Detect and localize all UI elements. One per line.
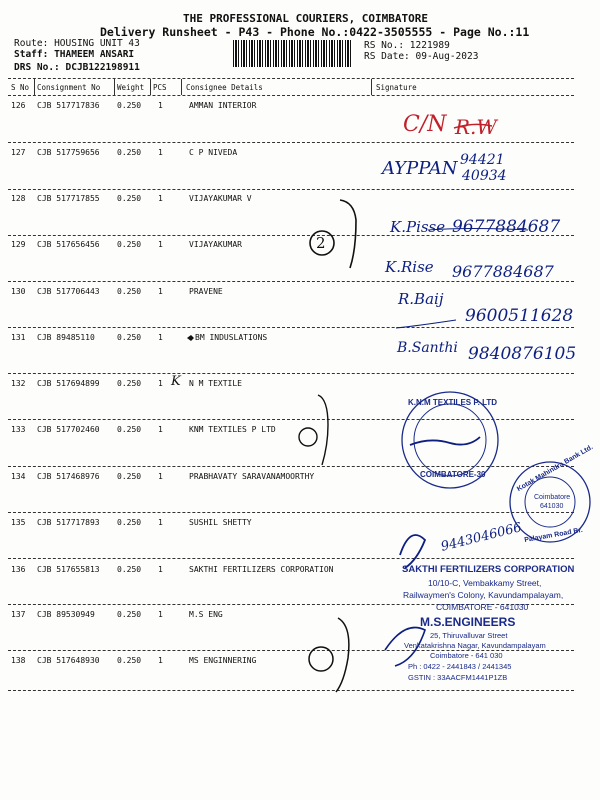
stamp-ms-addr: Venkatakrishna Nagar, Kavundampalayam — [404, 641, 546, 650]
row-pcs: 1 — [158, 194, 163, 203]
row-sno: 138 — [11, 656, 26, 665]
phone-handwritten: 9677884687 — [452, 217, 561, 237]
rs-no-value: 1221989 — [409, 40, 450, 51]
row-sno: 126 — [11, 101, 26, 110]
row-weight: 0.250 — [117, 656, 142, 665]
runsheet-title: Delivery Runsheet - P43 - Phone No.:0422-3505555 - Page No.:11 — [100, 25, 530, 39]
row-sno: 136 — [11, 565, 26, 574]
stamp-bank-name: Kotak Mahindra Bank Ltd. — [516, 443, 595, 494]
row-sno: 134 — [11, 472, 26, 481]
stamp-ms-gstin: GSTIN : 33AACFM1441P1ZB — [408, 673, 508, 682]
row-consignee: SAKTHI FERTILIZERS CORPORATION — [189, 565, 334, 574]
row-consignment: CJB 517655813 — [37, 565, 100, 574]
col-header-pcs: PCS — [153, 83, 167, 92]
row-sno: 129 — [11, 240, 26, 249]
col-header-consignee: Consignee Details — [186, 83, 263, 92]
row-pcs: 1 — [158, 610, 163, 619]
row-sno: 130 — [11, 287, 26, 296]
row-weight: 0.250 — [117, 240, 142, 249]
row-weight: 0.250 — [117, 194, 142, 203]
row-consignee: VIJAYAKUMAR — [189, 240, 242, 249]
row-weight: 0.250 — [117, 101, 142, 110]
stamp-ms-name: M.S.ENGINEERS — [420, 615, 516, 629]
signature-rbaij: R.Baij — [398, 290, 444, 308]
handwritten-cn: C/N — [403, 112, 447, 137]
row-consignment: CJB 517717836 — [37, 101, 100, 110]
phone-handwritten: 94421 — [460, 152, 505, 168]
row-consignment: CJB 517706443 — [37, 287, 100, 296]
row-sno: 135 — [11, 518, 26, 527]
row-consignee: BM INDUSLATIONS — [195, 333, 268, 342]
row-consignment: CJB 517759656 — [37, 148, 100, 157]
row-consignee: PRABHAVATY SARAVANAMOORTHY — [189, 472, 315, 481]
row-pcs: 1 — [158, 333, 163, 342]
row-pcs: 1 — [158, 287, 163, 296]
phone-handwritten: 9840876105 — [468, 344, 577, 364]
stamp-ms-addr: 25, Thiruvalluvar Street — [430, 631, 508, 640]
signature-ayppan: AYPPAN — [382, 158, 458, 179]
signature-bsanthi: B.Santhi — [397, 340, 458, 356]
row-weight: 0.250 — [117, 565, 142, 574]
stamp-bank-road: Palayam Road Br. — [523, 526, 584, 545]
row-consignment: CJB 517468976 — [37, 472, 100, 481]
row-consignment: CJB 517694899 — [37, 379, 100, 388]
drs-value: DCJB122198911 — [65, 62, 140, 73]
phone-handwritten: 9677884687 — [452, 262, 554, 281]
row-weight: 0.250 — [117, 148, 142, 157]
stamp-sakthi-addr: 10/10-C, Vembakkamy Street, — [428, 578, 542, 588]
rs-date-value: 09-Aug-2023 — [415, 51, 479, 62]
row-weight: 0.250 — [117, 425, 142, 434]
col-header-weight: Weight — [117, 83, 145, 92]
row-pcs: 1 — [158, 565, 163, 574]
row-pcs: 1 — [158, 425, 163, 434]
row-consignment: CJB 89530949 — [37, 610, 95, 619]
phone-handwritten: 40934 — [462, 168, 507, 184]
row-sno: 131 — [11, 333, 26, 342]
row-consignment: CJB 517656456 — [37, 240, 100, 249]
stamp-ms-phone: Ph : 0422 - 2441843 / 2441345 — [408, 662, 512, 671]
row-sno: 127 — [11, 148, 26, 157]
count-circle-text: 2 — [316, 234, 326, 252]
handwritten-rw: R.W — [455, 115, 497, 139]
row-consignee: KNM TEXTILES P LTD — [189, 425, 276, 434]
col-header-consignment: Consignment No — [37, 83, 101, 92]
stamp-bank-city: Coimbatore — [534, 494, 571, 501]
row-sno: 128 — [11, 194, 26, 203]
phone-handwritten: 9443046066 — [439, 520, 524, 555]
stamp-sakthi-name: SAKTHI FERTILIZERS CORPORATION — [402, 564, 575, 575]
handwritten-k-mark: K — [171, 374, 181, 389]
row-consignee: C P NIVEDA — [189, 148, 238, 157]
stamp-sakthi-addr: Railwaymen's Colony, Kavundampalayam, — [403, 590, 564, 600]
row-weight: 0.250 — [117, 472, 142, 481]
row-weight: 0.250 — [117, 610, 142, 619]
col-header-sno: S No — [11, 83, 30, 92]
stamp-sakthi-addr: COIMBATORE - 641030 — [436, 602, 529, 612]
row-pcs: 1 — [158, 148, 163, 157]
route-label: Route: — [14, 38, 49, 49]
row-pcs: 1 — [158, 656, 163, 665]
rs-date-label: RS Date: — [364, 51, 410, 62]
row-consignment: CJB 517717893 — [37, 518, 100, 527]
stamp-knm-city: COIMBATORE-30 — [420, 470, 486, 479]
signature-kpisse: K.Pisse — [390, 218, 446, 236]
row-weight: 0.250 — [117, 379, 142, 388]
row-consignee: AMMAN INTERIOR — [189, 101, 257, 110]
row-consignee: SUSHIL SHETTY — [189, 518, 252, 527]
row-pcs: 1 — [158, 472, 163, 481]
row-consignee: VIJAYAKUMAR V — [189, 194, 252, 203]
row-consignment: CJB 517702460 — [37, 425, 100, 434]
stamp-bank-pin: 641030 — [540, 503, 564, 510]
row-consignment: CJB 517648930 — [37, 656, 100, 665]
route-value: HOUSING UNIT 43 — [54, 38, 140, 49]
row-consignee: MS ENGINNERING — [189, 656, 257, 665]
staff-value: THAMEEM ANSARI — [54, 49, 135, 60]
row-sno: 133 — [11, 425, 26, 434]
phone-handwritten: 9600511628 — [465, 306, 574, 326]
drs-label: DRS No.: — [14, 62, 60, 73]
signature-krise: K.Rise — [385, 258, 434, 276]
row-consignee: PRAVENE — [189, 287, 223, 296]
row-consignee: N M TEXTILE — [189, 379, 242, 388]
row-sno: 137 — [11, 610, 26, 619]
row-pcs: 1 — [158, 518, 163, 527]
row-pcs: 1 — [158, 379, 163, 388]
stamp-knm-name: K.N.M TEXTILES P. LTD — [408, 398, 498, 407]
row-sno: 132 — [11, 379, 26, 388]
stamp-ms-addr: Coimbatore - 641 030 — [430, 651, 503, 660]
row-weight: 0.250 — [117, 287, 142, 296]
col-header-signature: Signature — [376, 83, 417, 92]
row-consignment: CJB 517717855 — [37, 194, 100, 203]
row-consignment: CJB 89485110 — [37, 333, 95, 342]
row-weight: 0.250 — [117, 333, 142, 342]
company-title: THE PROFESSIONAL COURIERS, COIMBATORE — [183, 12, 429, 25]
rs-no-label: RS No.: — [364, 40, 405, 51]
row-pcs: 1 — [158, 240, 163, 249]
row-pcs: 1 — [158, 101, 163, 110]
row-consignee: M.S ENG — [189, 610, 223, 619]
staff-label: Staff: — [14, 49, 49, 60]
row-weight: 0.250 — [117, 518, 142, 527]
